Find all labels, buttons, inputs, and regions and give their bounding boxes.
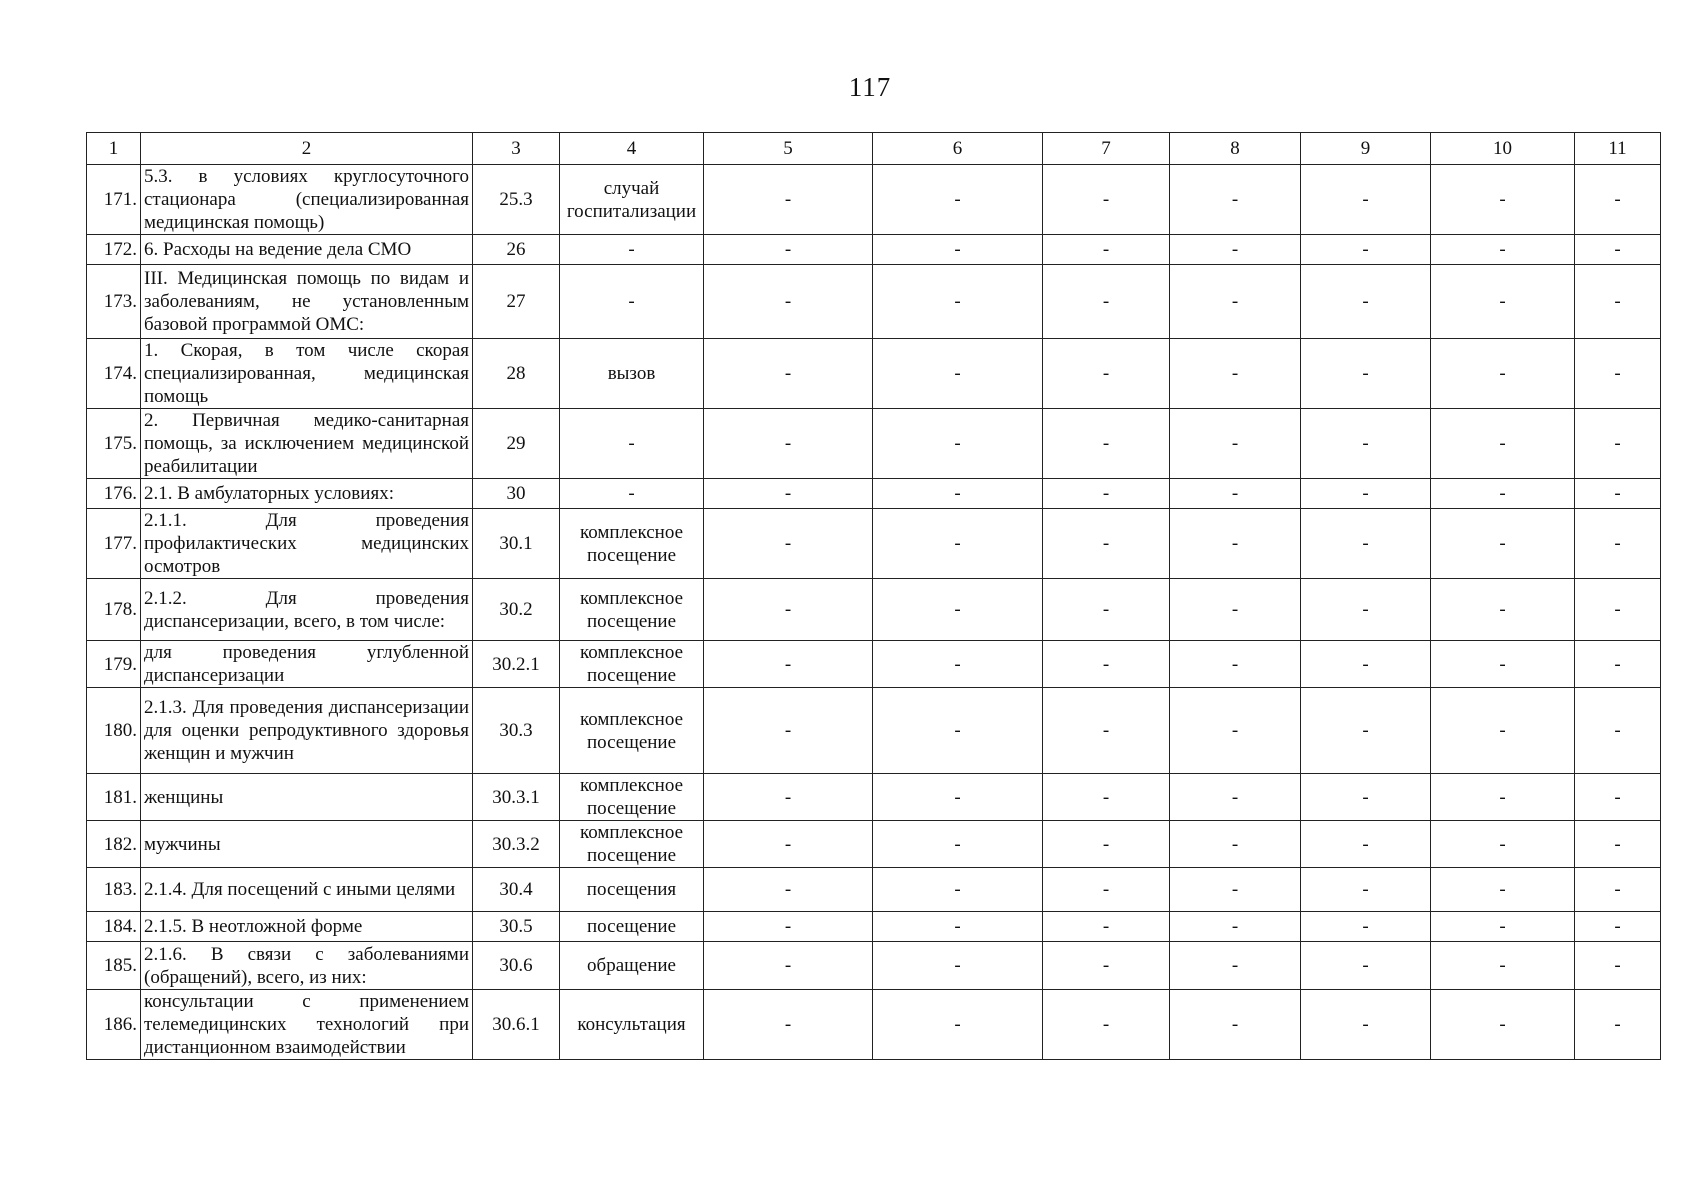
row-value-col-6: - xyxy=(873,912,1043,942)
row-code: 30.3 xyxy=(473,688,560,774)
row-value-col-5: - xyxy=(704,579,873,641)
row-unit: консультация xyxy=(560,990,704,1060)
row-code: 30.5 xyxy=(473,912,560,942)
row-value-col-10: - xyxy=(1431,821,1575,868)
row-code: 29 xyxy=(473,409,560,479)
row-value-col-9: - xyxy=(1301,942,1431,990)
row-unit: - xyxy=(560,409,704,479)
row-name: 2.1.4. Для посещений с иными целями xyxy=(141,868,473,912)
column-header-7: 7 xyxy=(1043,133,1170,165)
row-value-col-8: - xyxy=(1170,990,1301,1060)
row-value-col-6: - xyxy=(873,409,1043,479)
row-value-col-8: - xyxy=(1170,479,1301,509)
row-value-col-7: - xyxy=(1043,942,1170,990)
row-number: 180. xyxy=(87,688,141,774)
row-value-col-8: - xyxy=(1170,868,1301,912)
row-value-col-9: - xyxy=(1301,165,1431,235)
row-number: 178. xyxy=(87,579,141,641)
row-code: 25.3 xyxy=(473,165,560,235)
row-value-col-6: - xyxy=(873,641,1043,688)
row-value-col-11: - xyxy=(1575,821,1661,868)
row-number: 182. xyxy=(87,821,141,868)
row-value-col-6: - xyxy=(873,165,1043,235)
row-unit: случай госпитализации xyxy=(560,165,704,235)
row-code: 30.3.2 xyxy=(473,821,560,868)
row-value-col-9: - xyxy=(1301,912,1431,942)
row-value-col-9: - xyxy=(1301,409,1431,479)
row-value-col-7: - xyxy=(1043,641,1170,688)
row-value-col-6: - xyxy=(873,265,1043,339)
row-value-col-7: - xyxy=(1043,235,1170,265)
row-value-col-6: - xyxy=(873,821,1043,868)
row-number: 181. xyxy=(87,774,141,821)
row-code: 30.4 xyxy=(473,868,560,912)
row-value-col-8: - xyxy=(1170,641,1301,688)
row-number: 177. xyxy=(87,509,141,579)
row-code: 30.6 xyxy=(473,942,560,990)
row-unit: вызов xyxy=(560,339,704,409)
table-row xyxy=(87,912,1661,942)
table-row xyxy=(87,868,1661,912)
row-code: 26 xyxy=(473,235,560,265)
row-value-col-10: - xyxy=(1431,990,1575,1060)
row-value-col-5: - xyxy=(704,912,873,942)
table-row xyxy=(87,265,1661,339)
row-value-col-8: - xyxy=(1170,339,1301,409)
row-value-col-11: - xyxy=(1575,339,1661,409)
row-value-col-5: - xyxy=(704,990,873,1060)
row-value-col-7: - xyxy=(1043,868,1170,912)
row-name: III. Медицинская помощь по видам и заболеваниям, не установленным базовой программой ОМС: xyxy=(141,265,473,339)
row-value-col-10: - xyxy=(1431,509,1575,579)
data-table xyxy=(86,132,1661,1060)
row-unit: комплексное посещение xyxy=(560,821,704,868)
row-code: 30.1 xyxy=(473,509,560,579)
row-value-col-10: - xyxy=(1431,409,1575,479)
row-number: 179. xyxy=(87,641,141,688)
row-value-col-7: - xyxy=(1043,990,1170,1060)
row-name: 2.1.5. В неотложной форме xyxy=(141,912,473,942)
row-value-col-6: - xyxy=(873,339,1043,409)
row-value-col-11: - xyxy=(1575,942,1661,990)
row-value-col-5: - xyxy=(704,339,873,409)
row-value-col-6: - xyxy=(873,509,1043,579)
row-value-col-10: - xyxy=(1431,479,1575,509)
row-value-col-8: - xyxy=(1170,821,1301,868)
column-header-3: 3 xyxy=(473,133,560,165)
row-value-col-8: - xyxy=(1170,235,1301,265)
row-value-col-5: - xyxy=(704,942,873,990)
column-header-9: 9 xyxy=(1301,133,1431,165)
row-value-col-8: - xyxy=(1170,409,1301,479)
row-name: 2. Первичная медико-санитарная помощь, за исключением медицинской реабилитации xyxy=(141,409,473,479)
row-name: 2.1.3. Для проведения диспансеризации для оценки репродуктивного здоровья женщин и мужчин xyxy=(141,688,473,774)
row-value-col-10: - xyxy=(1431,339,1575,409)
header-row xyxy=(87,133,1661,165)
row-number: 184. xyxy=(87,912,141,942)
column-header-10: 10 xyxy=(1431,133,1575,165)
table-row xyxy=(87,509,1661,579)
row-value-col-9: - xyxy=(1301,774,1431,821)
row-value-col-11: - xyxy=(1575,165,1661,235)
row-name: консультации с применением телемедицинских технологий при дистанционном взаимодействии xyxy=(141,990,473,1060)
row-unit: - xyxy=(560,265,704,339)
table-row xyxy=(87,579,1661,641)
row-value-col-9: - xyxy=(1301,339,1431,409)
row-value-col-11: - xyxy=(1575,265,1661,339)
row-value-col-10: - xyxy=(1431,688,1575,774)
table-row xyxy=(87,641,1661,688)
row-value-col-9: - xyxy=(1301,868,1431,912)
row-name: женщины xyxy=(141,774,473,821)
row-value-col-6: - xyxy=(873,579,1043,641)
row-number: 173. xyxy=(87,265,141,339)
column-header-11: 11 xyxy=(1575,133,1661,165)
row-value-col-11: - xyxy=(1575,912,1661,942)
row-number: 186. xyxy=(87,990,141,1060)
row-value-col-6: - xyxy=(873,942,1043,990)
row-unit: комплексное посещение xyxy=(560,579,704,641)
table-row xyxy=(87,821,1661,868)
row-value-col-10: - xyxy=(1431,912,1575,942)
row-value-col-6: - xyxy=(873,990,1043,1060)
row-value-col-7: - xyxy=(1043,912,1170,942)
row-value-col-11: - xyxy=(1575,868,1661,912)
row-value-col-5: - xyxy=(704,165,873,235)
row-unit: - xyxy=(560,235,704,265)
row-number: 172. xyxy=(87,235,141,265)
row-value-col-7: - xyxy=(1043,339,1170,409)
row-value-col-6: - xyxy=(873,235,1043,265)
row-value-col-10: - xyxy=(1431,165,1575,235)
row-value-col-11: - xyxy=(1575,774,1661,821)
row-value-col-11: - xyxy=(1575,479,1661,509)
column-header-6: 6 xyxy=(873,133,1043,165)
row-value-col-9: - xyxy=(1301,235,1431,265)
row-value-col-9: - xyxy=(1301,479,1431,509)
row-value-col-9: - xyxy=(1301,688,1431,774)
row-value-col-8: - xyxy=(1170,688,1301,774)
row-value-col-7: - xyxy=(1043,479,1170,509)
row-name: 1. Скорая, в том числе скорая специализированная, медицинская помощь xyxy=(141,339,473,409)
table-row xyxy=(87,165,1661,235)
row-number: 175. xyxy=(87,409,141,479)
row-value-col-7: - xyxy=(1043,265,1170,339)
row-value-col-6: - xyxy=(873,479,1043,509)
row-value-col-7: - xyxy=(1043,509,1170,579)
row-value-col-5: - xyxy=(704,409,873,479)
row-value-col-5: - xyxy=(704,235,873,265)
column-header-2: 2 xyxy=(141,133,473,165)
row-code: 27 xyxy=(473,265,560,339)
column-header-8: 8 xyxy=(1170,133,1301,165)
row-value-col-5: - xyxy=(704,774,873,821)
row-number: 171. xyxy=(87,165,141,235)
row-value-col-7: - xyxy=(1043,821,1170,868)
row-value-col-8: - xyxy=(1170,579,1301,641)
row-name: 2.1.6. В связи с заболеваниями (обращений), всего, из них: xyxy=(141,942,473,990)
row-value-col-5: - xyxy=(704,688,873,774)
row-value-col-8: - xyxy=(1170,774,1301,821)
row-value-col-11: - xyxy=(1575,579,1661,641)
row-value-col-8: - xyxy=(1170,912,1301,942)
row-value-col-8: - xyxy=(1170,265,1301,339)
row-number: 183. xyxy=(87,868,141,912)
row-name: 2.1.1. Для проведения профилактических медицинских осмотров xyxy=(141,509,473,579)
row-value-col-5: - xyxy=(704,509,873,579)
row-name: 2.1.2. Для проведения диспансеризации, всего, в том числе: xyxy=(141,579,473,641)
row-value-col-7: - xyxy=(1043,688,1170,774)
row-value-col-10: - xyxy=(1431,942,1575,990)
row-value-col-8: - xyxy=(1170,165,1301,235)
row-value-col-5: - xyxy=(704,265,873,339)
row-code: 30.2 xyxy=(473,579,560,641)
row-name: для проведения углубленной диспансеризации xyxy=(141,641,473,688)
row-name: 2.1. В амбулаторных условиях: xyxy=(141,479,473,509)
row-value-col-9: - xyxy=(1301,821,1431,868)
row-value-col-10: - xyxy=(1431,265,1575,339)
row-value-col-6: - xyxy=(873,774,1043,821)
table-row xyxy=(87,339,1661,409)
table-row xyxy=(87,942,1661,990)
row-value-col-8: - xyxy=(1170,509,1301,579)
row-number: 185. xyxy=(87,942,141,990)
column-header-1: 1 xyxy=(87,133,141,165)
row-value-col-10: - xyxy=(1431,774,1575,821)
row-value-col-11: - xyxy=(1575,235,1661,265)
row-value-col-9: - xyxy=(1301,641,1431,688)
column-header-5: 5 xyxy=(704,133,873,165)
row-value-col-6: - xyxy=(873,868,1043,912)
column-header-4: 4 xyxy=(560,133,704,165)
table-body xyxy=(87,165,1661,1060)
row-value-col-7: - xyxy=(1043,579,1170,641)
row-number: 176. xyxy=(87,479,141,509)
row-value-col-10: - xyxy=(1431,641,1575,688)
row-value-col-10: - xyxy=(1431,868,1575,912)
row-value-col-5: - xyxy=(704,641,873,688)
row-name: мужчины xyxy=(141,821,473,868)
row-code: 30 xyxy=(473,479,560,509)
row-name: 5.3. в условиях круглосуточного стационара (специализированная медицинская помощь) xyxy=(141,165,473,235)
table-row xyxy=(87,774,1661,821)
row-unit: комплексное посещение xyxy=(560,688,704,774)
row-value-col-8: - xyxy=(1170,942,1301,990)
row-value-col-9: - xyxy=(1301,990,1431,1060)
row-value-col-11: - xyxy=(1575,990,1661,1060)
row-value-col-5: - xyxy=(704,821,873,868)
row-value-col-10: - xyxy=(1431,235,1575,265)
row-code: 30.6.1 xyxy=(473,990,560,1060)
row-unit: - xyxy=(560,479,704,509)
row-value-col-7: - xyxy=(1043,774,1170,821)
row-value-col-5: - xyxy=(704,868,873,912)
table-row xyxy=(87,235,1661,265)
row-unit: комплексное посещение xyxy=(560,509,704,579)
table-row xyxy=(87,409,1661,479)
row-value-col-9: - xyxy=(1301,509,1431,579)
row-value-col-11: - xyxy=(1575,509,1661,579)
row-code: 28 xyxy=(473,339,560,409)
row-unit: посещение xyxy=(560,912,704,942)
page-number: 117 xyxy=(848,72,892,102)
row-name: 6. Расходы на ведение дела СМО xyxy=(141,235,473,265)
row-unit: посещения xyxy=(560,868,704,912)
row-value-col-7: - xyxy=(1043,409,1170,479)
row-number: 174. xyxy=(87,339,141,409)
table-row xyxy=(87,990,1661,1060)
row-unit: комплексное посещение xyxy=(560,774,704,821)
row-value-col-11: - xyxy=(1575,688,1661,774)
row-value-col-7: - xyxy=(1043,165,1170,235)
row-value-col-11: - xyxy=(1575,409,1661,479)
row-value-col-6: - xyxy=(873,688,1043,774)
table-row xyxy=(87,688,1661,774)
row-value-col-5: - xyxy=(704,479,873,509)
row-unit: комплексное посещение xyxy=(560,641,704,688)
row-value-col-10: - xyxy=(1431,579,1575,641)
row-unit: обращение xyxy=(560,942,704,990)
row-code: 30.3.1 xyxy=(473,774,560,821)
row-code: 30.2.1 xyxy=(473,641,560,688)
row-value-col-9: - xyxy=(1301,265,1431,339)
row-value-col-9: - xyxy=(1301,579,1431,641)
row-value-col-11: - xyxy=(1575,641,1661,688)
table-row xyxy=(87,479,1661,509)
